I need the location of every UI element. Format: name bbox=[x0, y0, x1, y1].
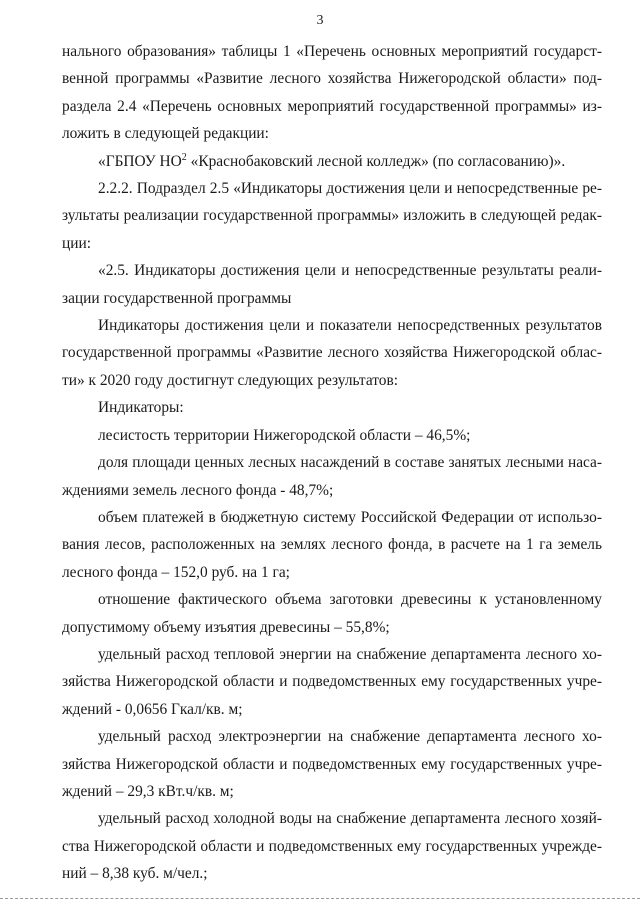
text-line: вания лесов, расположенных на землях лесного фонда, в расчете на 1 га земель bbox=[62, 536, 602, 554]
paragraph-timber-harvest-ratio bbox=[62, 586, 602, 641]
text-line: зяйства Нижегородской области и подведомственных ему государственных учре- bbox=[62, 755, 602, 773]
text-line: ложить в следующей редакции: bbox=[62, 125, 269, 143]
paragraph-heat-consumption bbox=[62, 641, 602, 723]
paragraph-college-name bbox=[62, 148, 602, 175]
text-line: зультаты реализации государственной программы» изложить в следующей редак- bbox=[62, 207, 602, 225]
text-line: ти» к 2020 году достигнут следующих результатов: bbox=[62, 371, 399, 389]
text-line: ний – 8,38 куб. м/чел.; bbox=[62, 865, 208, 883]
text-line: нального образования» таблицы 1 «Перечень основных мероприятий государст- bbox=[62, 43, 602, 60]
text-line: ждений - 0,0656 Гкал/кв. м; bbox=[62, 700, 243, 718]
paragraph-cold-water-consumption bbox=[62, 805, 602, 887]
text-line: ждений – 29,3 кВт.ч/кв. м; bbox=[62, 782, 234, 800]
text-line bbox=[62, 148, 602, 175]
page-bottom-edge bbox=[0, 898, 640, 899]
text-line: удельный расход тепловой энергии на снабжение департамента лесного хо- bbox=[98, 645, 602, 663]
text-line: «2.5. Индикаторы достижения цели и непосредственные результаты реали- bbox=[98, 262, 602, 280]
text-line: ции: bbox=[62, 234, 91, 252]
paragraph-electricity-consumption bbox=[62, 723, 602, 805]
paragraph-subsection-2-2-2 bbox=[62, 175, 602, 257]
text-line: государственной программы «Развитие лесного хозяйства Нижегородской облас- bbox=[62, 344, 602, 362]
text-line: ждениями земель лесного фонда - 48,7%; bbox=[62, 481, 334, 499]
text-line: зяйства Нижегородской области и подведомственных ему государственных учре- bbox=[62, 673, 602, 691]
text-line: удельный расход холодной воды на снабжение департамента лесного хозяй- bbox=[98, 810, 602, 828]
paragraph-section-2-5-heading bbox=[62, 257, 602, 312]
text-line: отношение фактического объема заготовки древесины к установленному bbox=[98, 591, 602, 609]
paragraph-indicators-intro bbox=[62, 312, 602, 394]
text-line: венной программы «Развитие лесного хозяйства Нижегородской области» под- bbox=[62, 70, 602, 88]
text-line: допустимому объему изъятия древесины – 55,8%; bbox=[62, 618, 390, 636]
college-name-text: «Краснобаковский лесной колледж» (по согласованию)». bbox=[186, 152, 566, 170]
page-number: 3 bbox=[316, 13, 324, 28]
document-body bbox=[62, 38, 602, 888]
text-line: доля площади ценных лесных насаждений в составе занятых лесными наса- bbox=[98, 454, 602, 472]
paragraph-indicators-label bbox=[62, 394, 602, 421]
college-prefix-text: «ГБПОУ НО bbox=[98, 152, 182, 170]
footnote-superscript: 2 bbox=[181, 151, 187, 163]
text-line: Индикаторы достижения цели и показатели непосредственных результатов bbox=[98, 317, 602, 335]
text-line: раздела 2.4 «Перечень основных мероприятий государственной программы» из- bbox=[62, 97, 602, 115]
text-line: зации государственной программы bbox=[62, 289, 292, 307]
text-line: удельный расход электроэнергии на снабжение департамента лесного хо- bbox=[98, 728, 602, 746]
text-line: объем платежей в бюджетную систему Российской Федерации от использо- bbox=[98, 508, 602, 526]
text-line: Индикаторы: bbox=[98, 399, 184, 417]
paragraph-budget-payments bbox=[62, 504, 602, 586]
text-line: лесного фонда – 152,0 руб. на 1 га; bbox=[62, 563, 290, 581]
paragraph-valuable-plantings bbox=[62, 449, 602, 504]
paragraph-forest-coverage bbox=[62, 422, 602, 449]
text-line: ства Нижегородской области и подведомственных ему государственных учрежде- bbox=[62, 837, 602, 855]
text-line: 2.2.2. Подраздел 2.5 «Индикаторы достижения цели и непосредственные ре- bbox=[98, 180, 602, 198]
paragraph-table-reference bbox=[62, 38, 602, 148]
text-line: лесистость территории Нижегородской области – 46,5%; bbox=[98, 426, 471, 444]
